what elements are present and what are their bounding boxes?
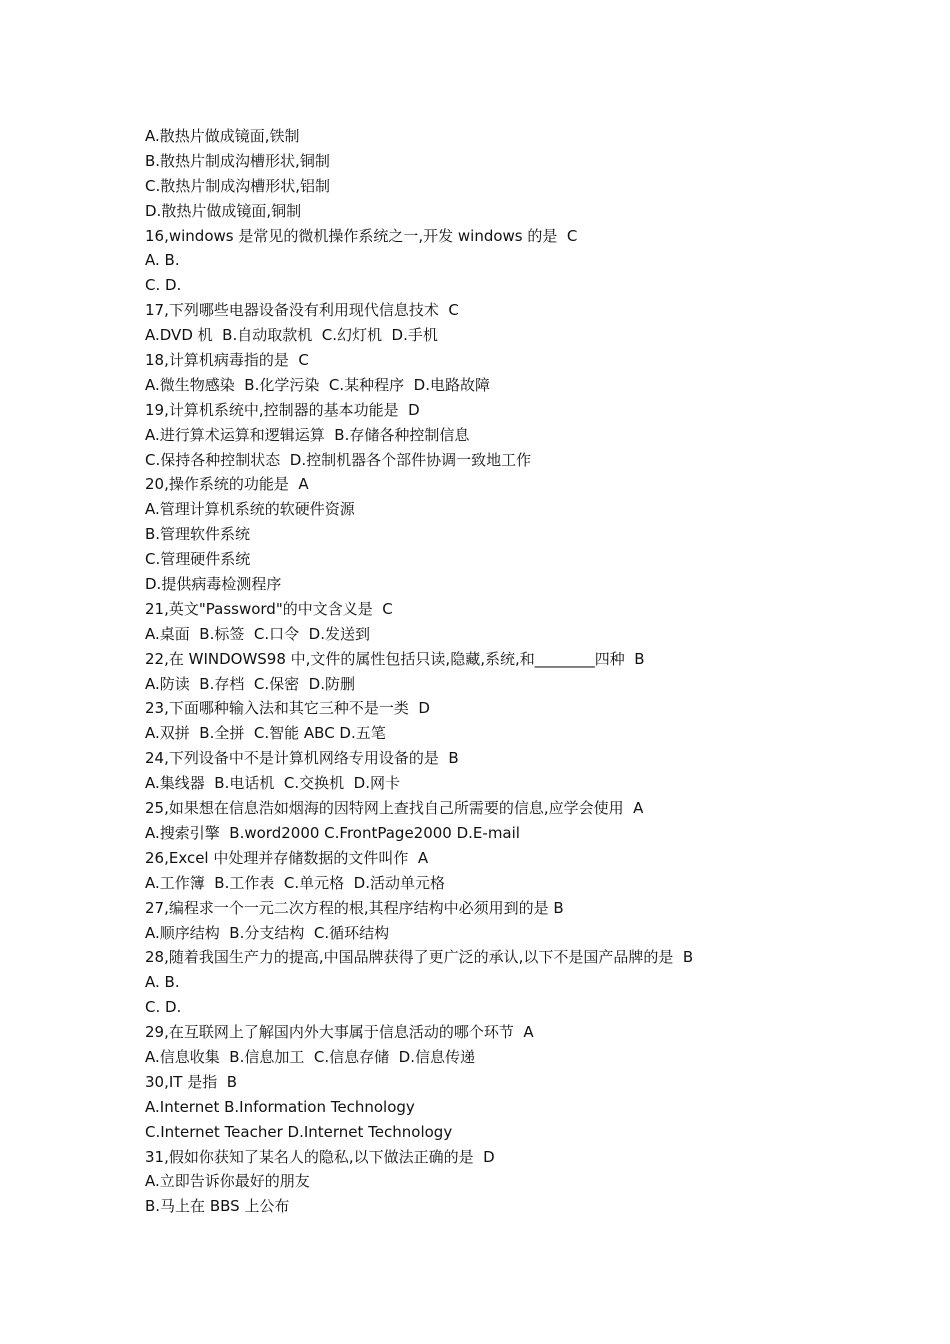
text-line: A.搜索引擎 B.word2000 C.FrontPage2000 D.E-mail (145, 823, 520, 842)
text-line: B.管理软件系统 (145, 525, 251, 544)
text-line: C.保持各种控制状态 D.控制机器各个部件协调一致地工作 (145, 450, 532, 469)
text-line: 26,Excel 中处理并存储数据的文件叫作 A (145, 848, 429, 867)
text-line: C.Internet Teacher D.Internet Technology (145, 1122, 453, 1141)
text-line: 16,windows 是常见的微机操作系统之一,开发 windows 的是 C (145, 226, 578, 245)
text-line: C.管理硬件系统 (145, 550, 251, 569)
text-line: A.管理计算机系统的软硬件资源 (145, 500, 355, 519)
text-line: A.集线器 B.电话机 C.交换机 D.网卡 (145, 774, 400, 793)
text-line: 27,编程求一个一元二次方程的根,其程序结构中必须用到的是 B (145, 898, 564, 917)
text-line: A.工作簿 B.工作表 C.单元格 D.活动单元格 (145, 873, 445, 892)
text-line: 30,IT 是指 B (145, 1072, 238, 1091)
text-line: A.桌面 B.标签 C.口令 D.发送到 (145, 624, 370, 643)
text-line: 19,计算机系统中,控制器的基本功能是 D (145, 400, 420, 419)
text-line: 20,操作系统的功能是 A (145, 475, 309, 494)
text-line: A.DVD 机 B.自动取款机 C.幻灯机 D.手机 (145, 326, 438, 345)
question-list (145, 124, 865, 1219)
text-line: A.防读 B.存档 C.保密 D.防删 (145, 674, 355, 693)
text-line: C.散热片制成沟槽形状,铝制 (145, 176, 331, 195)
text-line: A.进行算术运算和逻辑运算 B.存储各种控制信息 (145, 425, 470, 444)
text-line: A.Internet B.Information Technology (145, 1097, 415, 1116)
text-line: B.马上在 BBS 上公布 (145, 1197, 290, 1216)
text-line: 23,下面哪种输入法和其它三种不是一类 D (145, 699, 430, 718)
text-line: A.信息收集 B.信息加工 C.信息存储 D.信息传递 (145, 1047, 475, 1066)
text-line: 28,随着我国生产力的提高,中国品牌获得了更广泛的承认,以下不是国产品牌的是 B (145, 948, 694, 967)
text-line: 29,在互联网上了解国内外大事属于信息活动的哪个环节 A (145, 1023, 534, 1042)
text-line: B.散热片制成沟槽形状,铜制 (145, 151, 330, 170)
text-line: A. B. (145, 251, 180, 270)
text-line: 18,计算机病毒指的是 C (145, 351, 309, 370)
text-line: 24,下列设备中不是计算机网络专用设备的是 B (145, 749, 459, 768)
text-line: 31,假如你获知了某名人的隐私,以下做法正确的是 D (145, 1147, 495, 1166)
text-line: A.顺序结构 B.分支结构 C.循环结构 (145, 923, 390, 942)
text-line: A.立即告诉你最好的朋友 (145, 1172, 310, 1191)
text-line: 17,下列哪些电器设备没有利用现代信息技术 C (145, 301, 459, 320)
text-line: A.散热片做成镜面,铁制 (145, 127, 300, 145)
text-line: C. D. (145, 276, 182, 295)
text-line: A.双拼 B.全拼 C.智能 ABC D.五笔 (145, 724, 386, 743)
text-line: C. D. (145, 998, 182, 1017)
text-line: A. B. (145, 973, 180, 992)
text-line: 22,在 WINDOWS98 中,文件的属性包括只读,隐藏,系统,和________四种 B (145, 649, 645, 668)
text-line: A.微生物感染 B.化学污染 C.某种程序 D.电路故障 (145, 375, 490, 394)
text-line: 25,如果想在信息浩如烟海的因特网上查找自己所需要的信息,应学会使用 A (145, 799, 644, 818)
text-line: 21,英文"Password"的中文含义是 C (145, 599, 393, 618)
text-line: D.提供病毒检测程序 (145, 575, 282, 594)
text-line: D.散热片做成镜面,铜制 (145, 201, 302, 220)
